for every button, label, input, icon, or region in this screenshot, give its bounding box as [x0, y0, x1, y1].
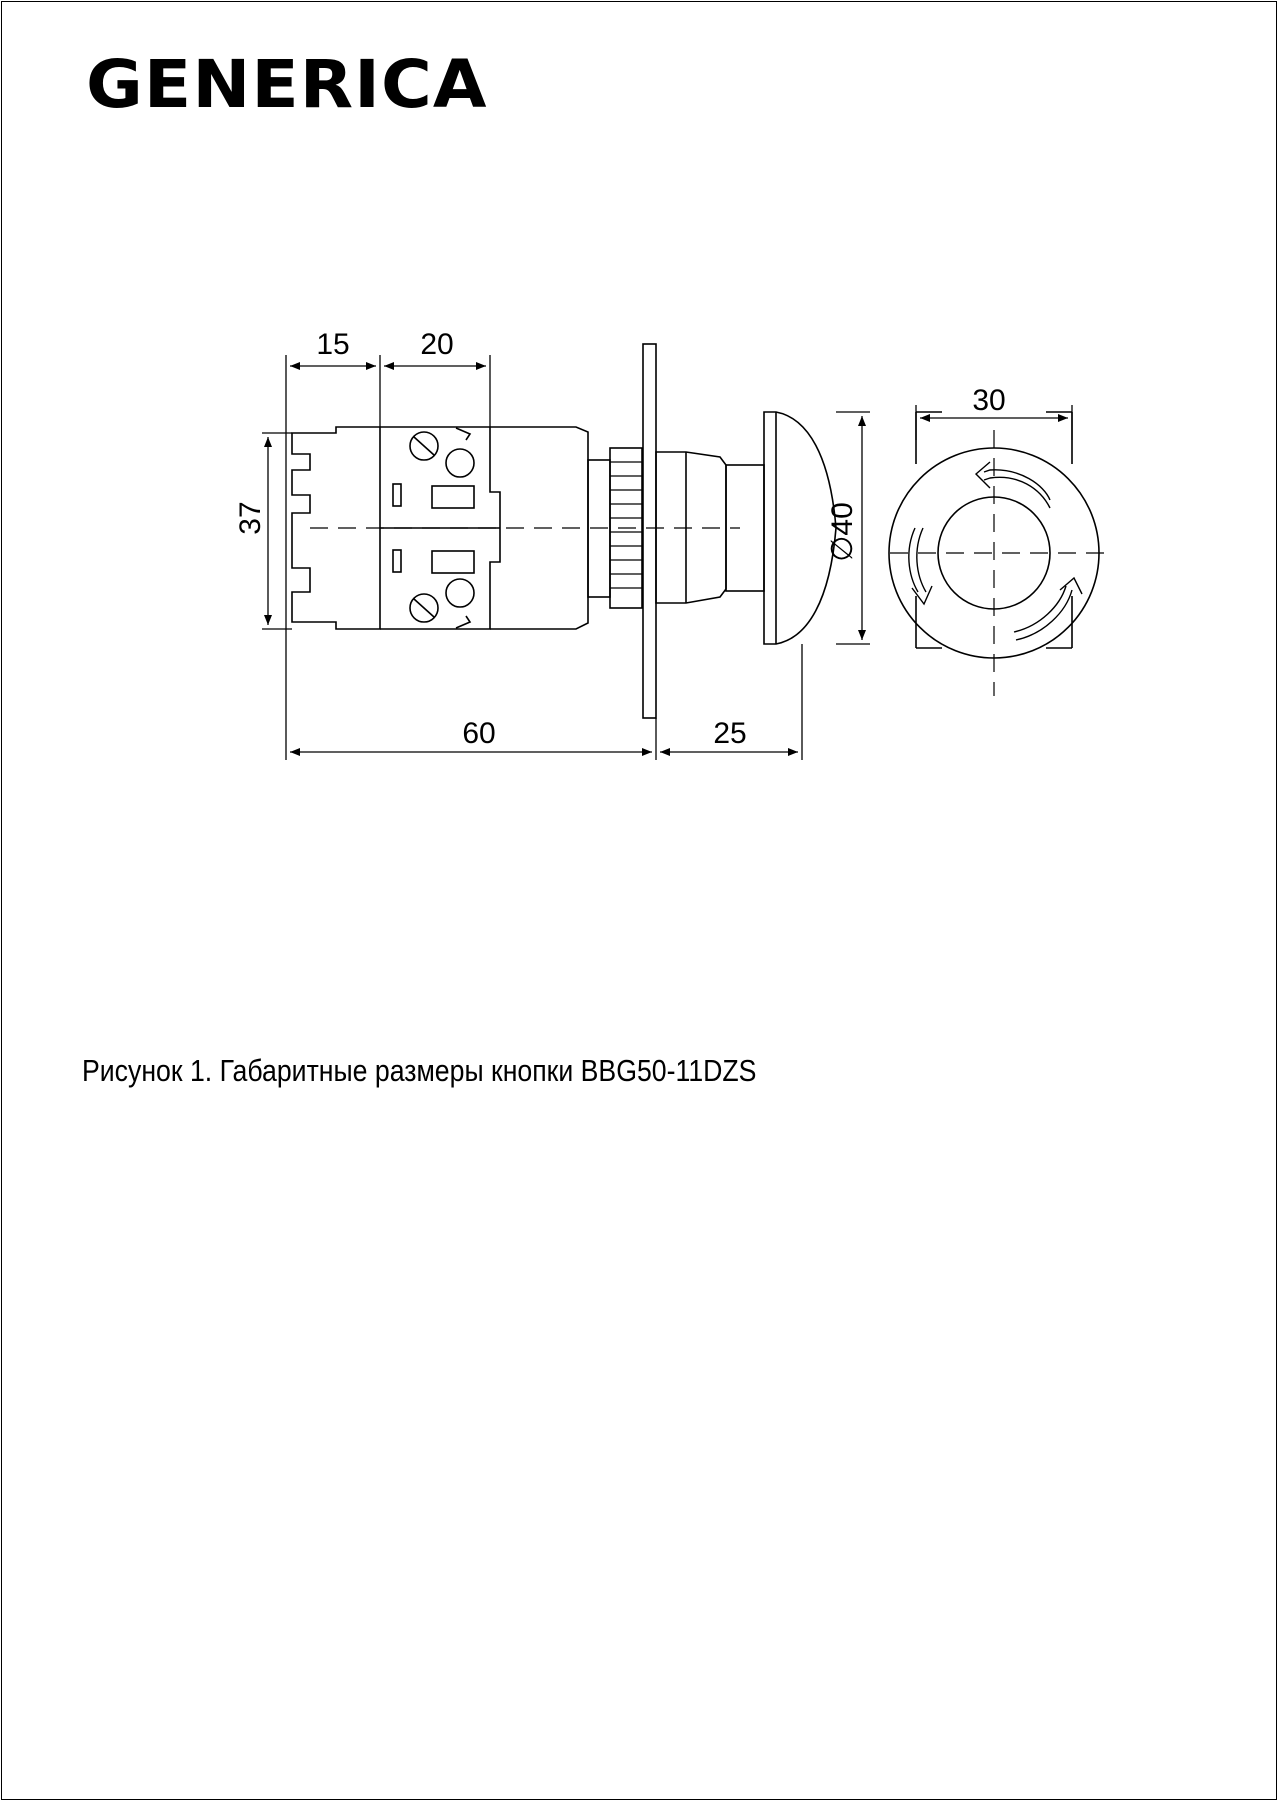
dim-20-label: 20 [420, 328, 454, 361]
side-view-dimensions [262, 355, 870, 760]
dim-37-label: 37 [234, 501, 267, 535]
dim-60-label: 60 [462, 717, 496, 750]
figure-caption: Рисунок 1. Габаритные размеры кнопки BBG50-11DZS [82, 1053, 757, 1088]
dim-15-label: 15 [316, 328, 350, 361]
dim-30-label: 30 [972, 384, 1006, 417]
dim-25-label: 25 [713, 717, 747, 750]
side-view [292, 344, 836, 718]
brand-logo: GENERICA [86, 46, 488, 123]
dim-diameter-40-label: ∅40 [826, 502, 859, 562]
front-view [889, 412, 1110, 696]
